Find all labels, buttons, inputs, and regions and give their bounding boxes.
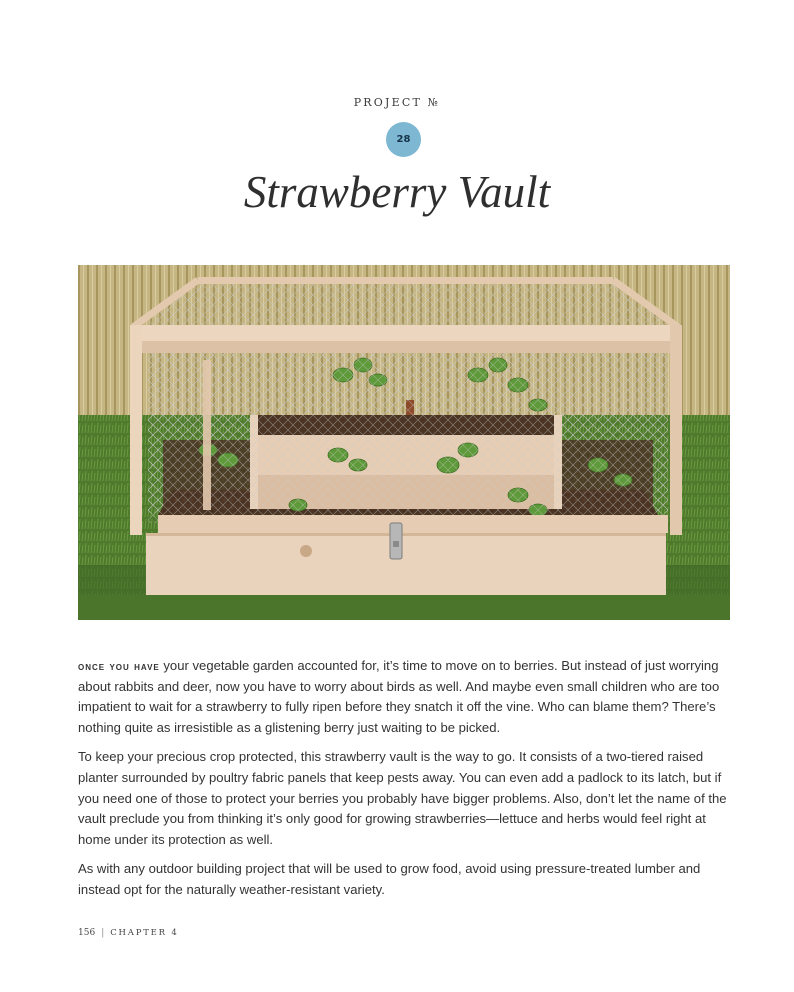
page-number: 156 xyxy=(78,928,96,938)
chapter-label: CHAPTER 4 xyxy=(110,928,179,938)
footer-separator: | xyxy=(101,928,105,938)
body-text xyxy=(78,656,728,910)
paragraph-3: As with any outdoor building project that will be used to grow food, avoid using pressure-treated lumber and instead opt for the naturally weather-resistant variety. xyxy=(78,861,701,897)
project-number-badge: 28 xyxy=(386,122,421,157)
photo-illustration xyxy=(78,265,730,620)
page-title: Strawberry Vault xyxy=(243,167,551,217)
paragraph-1-text: your vegetable garden accounted for, it’s time to move on to berries. But instead of just worrying about rabbits and deer, now you have to worry about birds as well. And maybe even small children who are too impatient to wait for a strawberry to fully ripen before they snatch it off the vine. Who can blame them? There’s nothing quite as irresistible as a glistening berry just waiting to be picked. xyxy=(78,658,720,735)
project-kicker: PROJECT № xyxy=(353,96,441,109)
paragraph-1 xyxy=(78,656,728,738)
strawberry-vault-photo xyxy=(78,265,730,620)
lead-in: once you have xyxy=(78,659,160,673)
page-footer xyxy=(78,928,179,938)
paragraph-2: To keep your precious crop protected, this strawberry vault is the way to go. It consists of a two-tiered raised planter surrounded by poultry fabric panels that keep pests away. You can even add a padlock to its latch, but if you need one of those to protect your berries you probably have bigger problems. Also, don’t let the name of the vault preclude you from thinking it’s only good for growing strawberries—lettuce and herbs would feel right at home under its protection as well. xyxy=(78,749,727,847)
